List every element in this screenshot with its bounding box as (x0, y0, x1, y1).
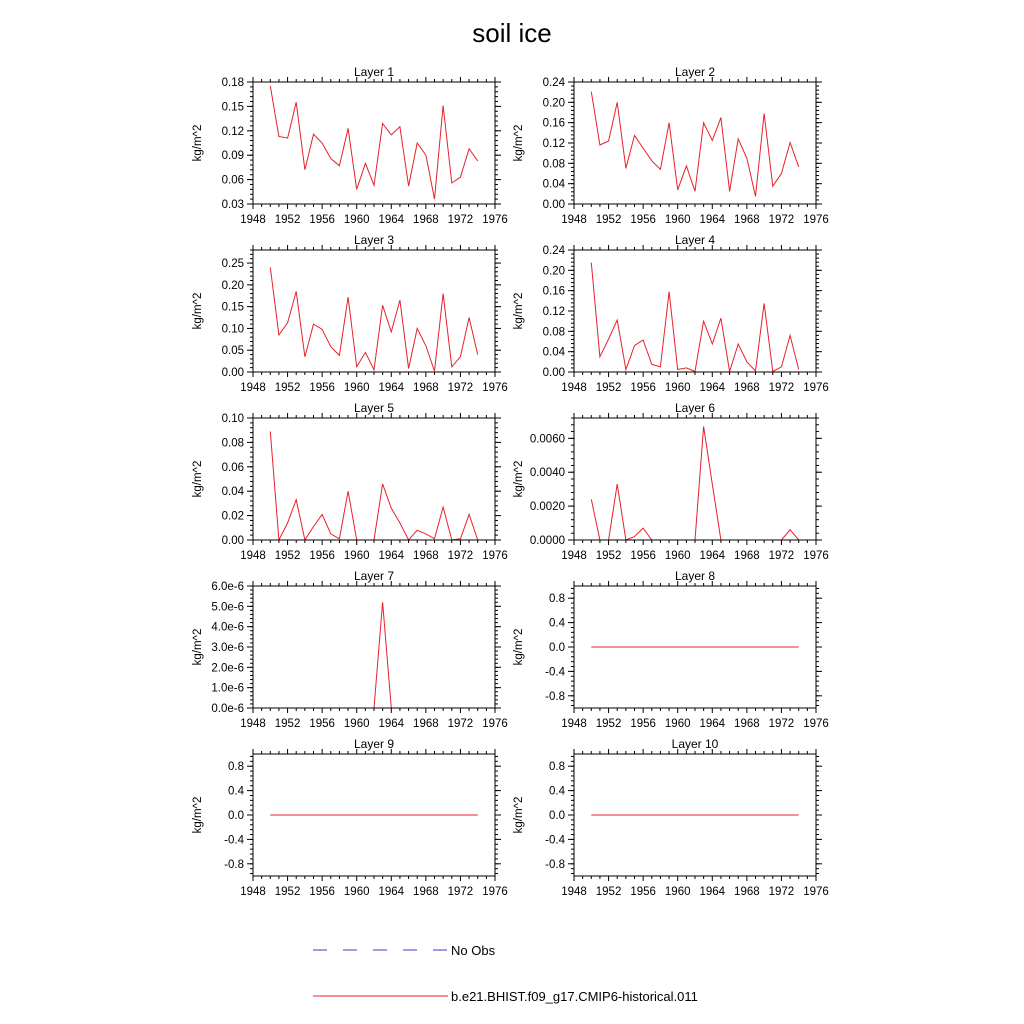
x-tick-label: 1948 (240, 886, 266, 898)
x-tick-label: 1956 (309, 718, 335, 730)
panel-layer-1 (192, 65, 508, 226)
y-tick-label: 0.12 (221, 125, 244, 138)
y-tick-label: 0.08 (542, 326, 565, 339)
y-tick-label: 0.20 (221, 279, 244, 292)
y-tick-label: 0.12 (542, 306, 565, 318)
y-tick-label: 6.0e-6 (211, 581, 244, 593)
x-tick-label: 1952 (595, 382, 622, 394)
x-tick-label: 1956 (630, 718, 656, 730)
y-tick-label: 0.04 (542, 346, 565, 359)
y-tick-label: 0.00 (221, 535, 244, 547)
x-tick-label: 1976 (803, 550, 829, 562)
legend-label-model: b.e21.BHIST.f09_g17.CMIP6-historical.011 (451, 989, 698, 1004)
figure-title: soil ice (472, 18, 552, 48)
panel-grid (192, 65, 829, 898)
panel-layer-5 (192, 401, 508, 562)
x-tick-label: 1976 (803, 718, 829, 730)
y-tick-label: 0.4 (228, 785, 244, 798)
y-tick-label: 0.8 (228, 761, 244, 774)
y-tick-label: 0.16 (542, 117, 565, 130)
x-tick-label: 1972 (447, 382, 474, 394)
panel-layer-7 (192, 569, 508, 730)
x-tick-label: 1968 (413, 718, 439, 730)
x-tick-label: 1960 (664, 214, 691, 226)
x-tick-label: 1960 (343, 382, 370, 394)
series-line-layer-7 (270, 602, 477, 708)
x-tick-label: 1956 (309, 214, 335, 226)
y-tick-label: 0.04 (221, 486, 244, 499)
y-axis-label: kg/m^2 (192, 460, 204, 498)
y-tick-label: 0.8 (549, 761, 565, 774)
x-tick-label: 1968 (413, 214, 439, 226)
y-tick-label: 0.08 (542, 158, 565, 171)
x-tick-label: 1948 (561, 718, 587, 730)
y-tick-label: 0.08 (221, 437, 244, 450)
x-tick-label: 1952 (274, 886, 301, 898)
y-tick-label: 0.4 (549, 785, 565, 798)
x-tick-label: 1976 (482, 214, 508, 226)
panel-title: Layer 4 (674, 233, 716, 247)
x-tick-label: 1960 (343, 886, 370, 898)
x-tick-label: 1964 (378, 550, 405, 562)
x-tick-label: 1972 (768, 550, 795, 562)
y-axis-label: kg/m^2 (513, 124, 525, 162)
x-tick-label: 1972 (768, 886, 795, 898)
legend-label-no-obs: No Obs (451, 943, 496, 958)
y-tick-label: 0.0e-6 (211, 703, 244, 715)
series-line-layer-5 (270, 431, 477, 540)
panel-title: Layer 7 (353, 569, 395, 583)
panel-layer-4 (513, 233, 829, 394)
x-tick-label: 1968 (734, 718, 760, 730)
x-tick-label: 1976 (482, 886, 508, 898)
x-tick-label: 1948 (561, 886, 587, 898)
y-tick-label: 0.06 (221, 461, 244, 474)
y-tick-label: 3.0e-6 (211, 642, 244, 654)
y-tick-label: 0.16 (542, 285, 565, 298)
x-tick-label: 1976 (803, 214, 829, 226)
y-tick-label: 0.0 (549, 642, 565, 654)
panel-title: Layer 8 (674, 569, 716, 583)
y-tick-label: 0.00 (542, 199, 565, 211)
y-tick-label: 0.15 (221, 101, 244, 114)
x-tick-label: 1952 (595, 550, 622, 562)
x-tick-label: 1964 (699, 550, 726, 562)
x-tick-label: 1968 (734, 214, 760, 226)
series-line-layer-6 (591, 427, 798, 541)
x-tick-label: 1948 (240, 550, 266, 562)
x-tick-label: 1972 (447, 550, 474, 562)
panel-layer-9 (192, 737, 508, 898)
legend (313, 943, 698, 1004)
x-tick-label: 1964 (699, 886, 726, 898)
x-tick-label: 1964 (378, 382, 405, 394)
x-tick-label: 1976 (803, 886, 829, 898)
panel-layer-10 (513, 737, 829, 898)
x-tick-label: 1968 (734, 382, 760, 394)
y-tick-label: 0.25 (221, 258, 244, 271)
x-tick-label: 1960 (343, 718, 370, 730)
x-tick-label: 1956 (630, 382, 656, 394)
x-tick-label: 1964 (378, 214, 405, 226)
y-tick-label: 0.00 (542, 367, 565, 379)
y-tick-label: 0.09 (221, 150, 244, 163)
y-tick-label: -0.8 (224, 858, 244, 871)
y-tick-label: 4.0e-6 (211, 621, 244, 634)
panel-title: Layer 10 (671, 737, 719, 751)
panel-title: Layer 3 (353, 233, 395, 247)
y-axis-label: kg/m^2 (192, 124, 204, 162)
x-tick-label: 1972 (768, 382, 795, 394)
x-tick-label: 1972 (768, 214, 795, 226)
y-tick-label: 0.05 (221, 345, 244, 358)
y-axis-label: kg/m^2 (513, 628, 525, 666)
x-tick-label: 1948 (561, 382, 587, 394)
x-tick-label: 1972 (768, 718, 795, 730)
x-tick-label: 1960 (664, 550, 691, 562)
y-tick-label: 0.4 (549, 617, 565, 630)
y-tick-label: 0.00 (221, 367, 244, 379)
x-tick-label: 1956 (630, 550, 656, 562)
y-tick-label: 0.10 (221, 323, 244, 336)
x-tick-label: 1976 (803, 382, 829, 394)
panel-title: Layer 2 (674, 65, 716, 79)
x-tick-label: 1956 (630, 886, 656, 898)
x-tick-label: 1956 (630, 214, 656, 226)
y-tick-label: -0.4 (545, 666, 565, 679)
y-tick-label: -0.8 (545, 858, 565, 871)
y-tick-label: 0.04 (542, 178, 565, 191)
panel-layer-3 (192, 233, 508, 394)
y-tick-label: 0.0040 (529, 467, 565, 480)
y-tick-label: 0.0000 (529, 535, 565, 547)
y-axis-label: kg/m^2 (192, 628, 204, 666)
x-tick-label: 1948 (561, 550, 587, 562)
y-tick-label: 0.20 (542, 97, 565, 110)
panel-layer-6 (513, 401, 829, 562)
panel-title: Layer 6 (674, 401, 716, 415)
plot-frame (574, 82, 816, 204)
x-tick-label: 1960 (343, 550, 370, 562)
x-tick-label: 1968 (413, 382, 439, 394)
x-tick-label: 1948 (240, 718, 266, 730)
y-tick-label: 0.24 (542, 245, 565, 257)
series-line-layer-2 (591, 92, 798, 197)
x-tick-label: 1948 (561, 214, 587, 226)
x-tick-label: 1976 (482, 550, 508, 562)
y-tick-label: 0.15 (221, 301, 244, 314)
y-tick-label: 0.12 (542, 138, 565, 150)
series-line-layer-1 (270, 86, 477, 199)
x-tick-label: 1952 (595, 886, 622, 898)
plot-frame (253, 250, 495, 372)
y-tick-label: -0.4 (224, 834, 244, 847)
x-tick-label: 1968 (413, 886, 439, 898)
y-axis-label: kg/m^2 (513, 292, 525, 330)
y-tick-label: 5.0e-6 (211, 601, 244, 614)
y-tick-label: 2.0e-6 (211, 662, 244, 675)
x-tick-label: 1976 (482, 382, 508, 394)
y-tick-label: -0.4 (545, 834, 565, 847)
x-tick-label: 1948 (240, 214, 266, 226)
y-tick-label: 0.0060 (529, 433, 565, 446)
x-tick-label: 1952 (274, 382, 301, 394)
panel-title: Layer 5 (353, 401, 395, 415)
panel-layer-8 (513, 569, 829, 730)
y-axis-label: kg/m^2 (192, 796, 204, 834)
x-tick-label: 1952 (595, 718, 622, 730)
x-tick-label: 1956 (309, 886, 335, 898)
plot-frame (574, 250, 816, 372)
y-tick-label: 0.02 (221, 510, 244, 523)
x-tick-label: 1968 (734, 550, 760, 562)
x-tick-label: 1952 (274, 718, 301, 730)
x-tick-label: 1964 (699, 214, 726, 226)
x-tick-label: 1956 (309, 550, 335, 562)
y-axis-label: kg/m^2 (513, 460, 525, 498)
panel-layer-2 (513, 65, 829, 226)
y-tick-label: 0.8 (549, 593, 565, 606)
y-tick-label: 0.18 (221, 77, 244, 89)
panel-title: Layer 9 (353, 737, 395, 751)
x-tick-label: 1952 (274, 550, 301, 562)
x-tick-label: 1952 (595, 214, 622, 226)
x-tick-label: 1972 (447, 718, 474, 730)
y-tick-label: 0.06 (221, 174, 244, 187)
x-tick-label: 1976 (482, 718, 508, 730)
panel-title: Layer 1 (353, 65, 395, 79)
x-tick-label: 1952 (274, 214, 301, 226)
y-axis-label: kg/m^2 (513, 796, 525, 834)
y-tick-label: 0.0 (228, 810, 244, 822)
y-tick-label: 0.20 (542, 265, 565, 278)
x-tick-label: 1956 (309, 382, 335, 394)
plot-frame (253, 418, 495, 540)
plot-frame (253, 586, 495, 708)
x-tick-label: 1964 (378, 718, 405, 730)
x-tick-label: 1960 (664, 382, 691, 394)
x-tick-label: 1948 (240, 382, 266, 394)
series-line-layer-4 (591, 263, 798, 372)
y-tick-label: 0.0 (549, 810, 565, 822)
y-tick-label: 1.0e-6 (211, 682, 244, 695)
x-tick-label: 1968 (734, 886, 760, 898)
x-tick-label: 1972 (447, 214, 474, 226)
y-tick-label: 0.10 (221, 413, 244, 425)
y-tick-label: 0.03 (221, 199, 244, 211)
plot-frame (574, 418, 816, 540)
x-tick-label: 1964 (378, 886, 405, 898)
x-tick-label: 1968 (413, 550, 439, 562)
series-line-layer-3 (270, 267, 477, 371)
x-tick-label: 1960 (664, 718, 691, 730)
x-tick-label: 1960 (664, 886, 691, 898)
y-tick-label: 0.24 (542, 77, 565, 89)
x-tick-label: 1960 (343, 214, 370, 226)
x-tick-label: 1964 (699, 718, 726, 730)
y-axis-label: kg/m^2 (192, 292, 204, 330)
y-tick-label: 0.0020 (529, 501, 565, 514)
y-tick-label: -0.8 (545, 690, 565, 703)
x-tick-label: 1972 (447, 886, 474, 898)
x-tick-label: 1964 (699, 382, 726, 394)
